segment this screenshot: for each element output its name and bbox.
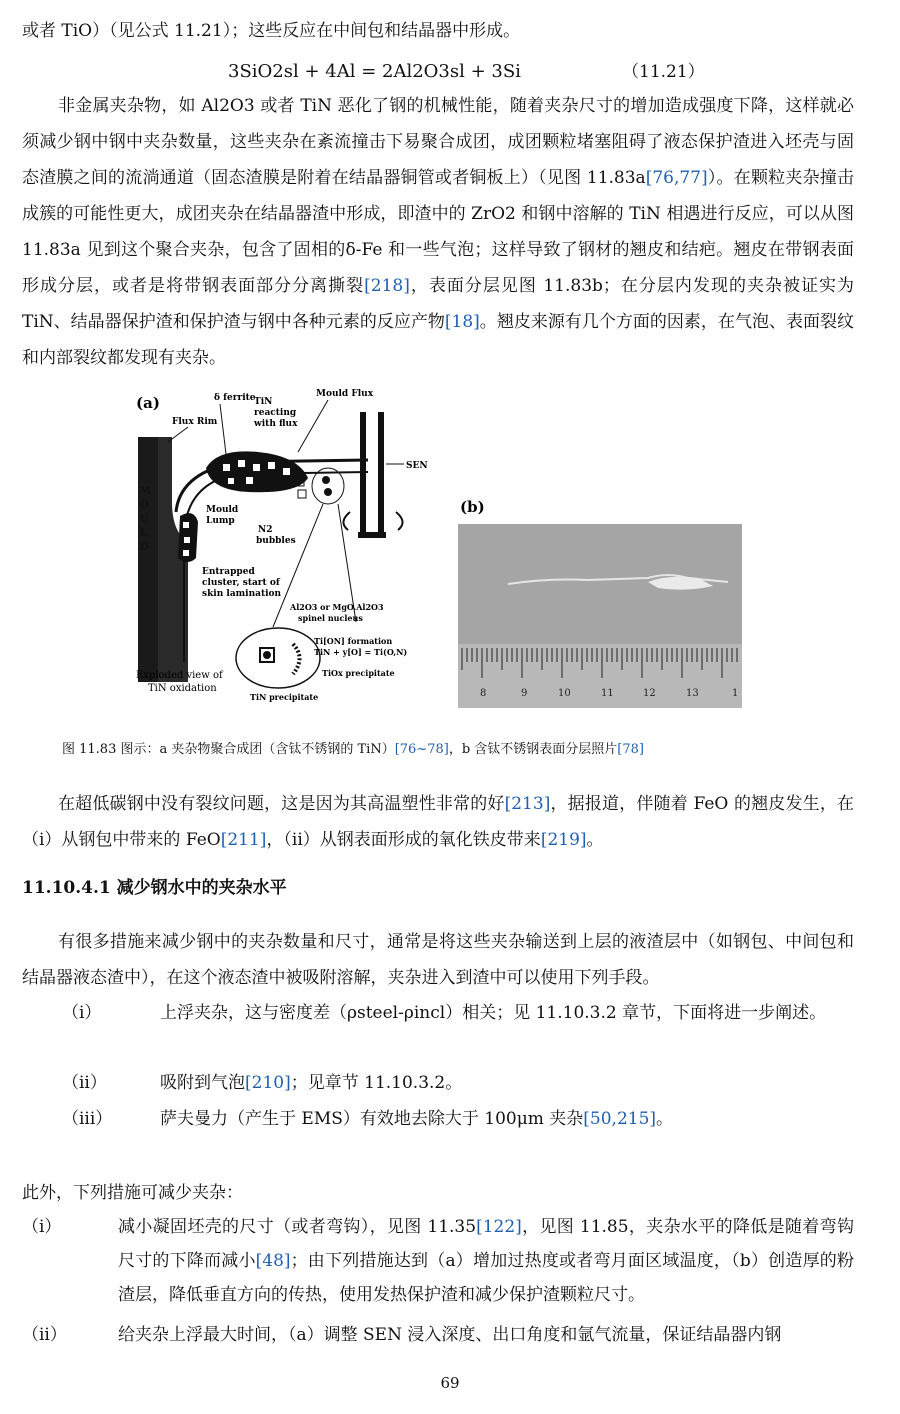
svg-text:O: O <box>140 500 149 511</box>
ruler-tick-label: 12 <box>643 688 656 699</box>
ruler-tick-label: 13 <box>686 688 699 699</box>
citation-link[interactable]: [76~78] <box>394 742 449 757</box>
svg-text:Ti[ON] formation: Ti[ON] formation <box>314 636 393 646</box>
panel-a-label: (a) <box>136 394 160 412</box>
svg-text:L: L <box>140 528 148 539</box>
citation-link[interactable]: [18] <box>444 312 480 332</box>
figure-11-83 <box>128 382 748 712</box>
svg-text:TiN + y[O] = Ti(O,N): TiN + y[O] = Ti(O,N) <box>314 647 408 657</box>
svg-text:reacting: reacting <box>254 408 297 418</box>
citation-link[interactable]: [78] <box>617 742 644 757</box>
list-label: （i） <box>62 1003 102 1023</box>
citation-link[interactable]: [48] <box>255 1251 291 1271</box>
list-item: （i） 减小凝固坯壳的尺寸（或者弯钩），见图 11.35[122]，见图 11.85，夹杂水平的降低是随着弯钩尺寸的下降而减小[48]；由下列措施达到（a）增加过热度或者弯月面区域温度，（b）创造厚的粉渣层，降低垂直方向的传热，使用发热保护渣和减少保护渣颗粒尺寸。 <box>22 1210 854 1312</box>
paragraph-3: 有很多措施来减少钢中的夹杂数量和尺寸，通常是将这些夹杂输送到上层的液渣层中（如钢包、中间包和结晶器液态渣中），在这个液态渣中被吸附溶解，夹杂进入到渣中可以使用下列手段。 <box>22 932 854 988</box>
paragraph-2: 在超低碳钢中没有裂纹问题，这是因为其高温塑性非常的好[213]，据报道，伴随着 FeO 的翘皮发生，在（i）从钢包中带来的 FeO[211]，（ii）从钢表面形成的氧化铁皮带来[219]。 <box>22 794 855 850</box>
svg-text:SEN: SEN <box>406 461 428 471</box>
svg-text:TiN: TiN <box>254 397 273 407</box>
list-item: （iii） 萨夫曼力（产生于 EMS）有效地去除大于 100μm 夹杂[50,215]。 <box>62 1102 854 1136</box>
svg-text:bubbles: bubbles <box>256 536 296 546</box>
list-label: （i） <box>22 1217 62 1237</box>
paragraph-1: 非金属夹杂物，如 Al2O3 或者 TiN 恶化了钢的机械性能，随着夹杂尺寸的增加造成强度下降，这样就必须减少钢中钢中夹杂数量，这些夹杂在紊流撞击下易聚合成团，成团颗粒堵塞阻碍了液态保护渣进入坯壳与固态渣膜之间的流淌通道（固态渣膜是附着在结晶器铜管或者铜板上）（见图 11.83a[76,77]）。在颗粒夹杂撞击成簇的可能性更大，成团夹杂在结晶器渣中形成，即渣中的 ZrO2 和钢中溶解的 TiN 相遇进行反应，可以从图 11.83a 见到这个聚合夹杂，包含了固相的δ-Fe 和一些气泡；这样导致了钢材的翘皮和结疤。翘皮在带钢表面形成分层，或者是将带钢表面部分分离撕裂[218]，表面分层见图 11.83b；在分层内发现的夹杂被证实为 TiN、结晶器保护渣和保护渣与钢中各种元素的反应产物[18]。翘皮来源有几个方面的因素，在气泡、表面裂纹和内部裂纹都发现有夹杂。 <box>22 96 855 368</box>
equation-number: （11.21） <box>622 62 705 82</box>
section-heading: 11.10.4.1 减少钢水中的夹杂水平 <box>22 878 287 898</box>
page-number: 69 <box>440 1374 460 1392</box>
svg-text:TiN oxidation: TiN oxidation <box>148 683 217 694</box>
svg-text:Al2O3 or MgO.Al2O3: Al2O3 or MgO.Al2O3 <box>290 602 384 612</box>
svg-text:TiOx precipitate: TiOx precipitate <box>322 668 395 678</box>
citation-link[interactable]: [50,215] <box>583 1109 657 1129</box>
figure-svg <box>128 382 748 712</box>
list-label: （ii） <box>22 1325 67 1345</box>
top-line: 或者 TiO）（见公式 11.21）；这些反应在中间包和结晶器中形成。 <box>22 21 521 41</box>
ruler-tick-label: 10 <box>558 688 571 699</box>
svg-text:Lump: Lump <box>206 516 235 526</box>
figure-caption: 图 11.83 图示：a 夹杂物聚合成团（含钛不锈钢的 TiN）[76~78]，b 含钛不锈钢表面分层照片[78] <box>62 742 644 757</box>
svg-text:U: U <box>140 514 149 525</box>
svg-text:Exploded view of: Exploded view of <box>136 670 223 681</box>
svg-text:D: D <box>140 542 149 553</box>
svg-text:cluster, start of: cluster, start of <box>202 578 280 588</box>
ruler-tick-label: 1 <box>732 688 739 699</box>
citation-link[interactable]: [122] <box>476 1217 522 1237</box>
svg-text:Entrapped: Entrapped <box>202 567 255 577</box>
citation-link[interactable]: [210] <box>245 1073 291 1093</box>
list-item: （ii） 给夹杂上浮最大时间，（a）调整 SEN 浸入深度、出口角度和氩气流量，保证结晶器内钢 <box>22 1318 854 1352</box>
svg-text:skin lamination: skin lamination <box>202 589 282 599</box>
list-item: （ii） 吸附到气泡[210]；见章节 11.10.3.2。 <box>62 1066 854 1100</box>
svg-text:Mould Flux: Mould Flux <box>316 389 374 399</box>
citation-link[interactable]: [211] <box>220 830 267 850</box>
svg-text:δ ferrite: δ ferrite <box>214 393 256 403</box>
paragraph-4: 此外，下列措施可减少夹杂： <box>22 1183 243 1203</box>
sen-wall-left <box>360 412 366 532</box>
equation: 3SiO2sl + 4Al = 2Al2O3sl + 3Si <box>228 61 521 82</box>
svg-text:TiN precipitate: TiN precipitate <box>250 692 319 702</box>
panel-b-label: (b) <box>460 498 485 516</box>
mould-wall <box>138 437 158 682</box>
sen-wall-right <box>378 412 384 532</box>
svg-text:N2: N2 <box>258 525 273 535</box>
svg-text:Mould: Mould <box>206 505 239 515</box>
ruler-tick-label: 11 <box>601 688 614 699</box>
list-item: （i） 上浮夹杂，这与密度差（ρsteel-ρincl）相关；见 11.10.3.2 章节，下面将进一步阐述。 <box>62 996 854 1030</box>
ruler <box>458 644 742 708</box>
citation-link[interactable]: [213] <box>504 794 551 814</box>
list-label: （ii） <box>62 1073 107 1093</box>
citation-link[interactable]: [219] <box>540 830 587 850</box>
mould-lump <box>206 451 308 492</box>
citation-link[interactable]: [218] <box>364 276 410 296</box>
svg-text:spinel nucleus: spinel nucleus <box>298 613 363 623</box>
exploded-view <box>236 628 320 688</box>
svg-text:M: M <box>140 486 152 497</box>
svg-text:with flux: with flux <box>254 419 298 429</box>
ruler-tick-label: 8 <box>480 688 487 699</box>
list-label: （iii） <box>62 1109 113 1129</box>
svg-text:Flux Rim: Flux Rim <box>172 417 218 427</box>
citation-link[interactable]: [76,77] <box>645 168 708 188</box>
ruler-tick-label: 9 <box>521 688 528 699</box>
